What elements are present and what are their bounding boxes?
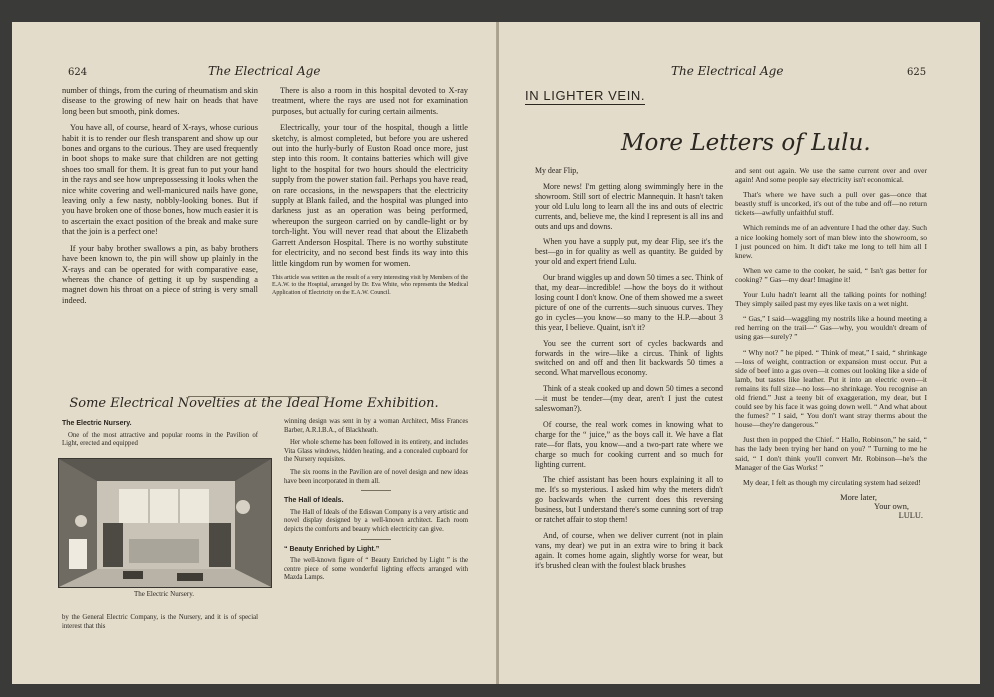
- paragraph: by the General Electric Company, is the Nursery, and it is of special interest that this: [62, 614, 258, 630]
- paragraph: There is also a room in this hospital devoted to X-ray treatment, where the rays are used not for examination purposes, but actually for curing certain ailments.: [272, 86, 468, 116]
- paragraph: You see the current sort of cycles backwards and forwards in the wire—like a circus. Think of lights switched on and off and then lit backwards 50 times a second. What marvellous economy.: [535, 338, 723, 378]
- left-column-2: [272, 86, 468, 297]
- signoff-own: Your own,: [874, 501, 909, 511]
- paragraph: The well-known figure of “ Beauty Enriched by Light ” is the centre piece of some wonderful lighting effects arranged with Mazda Lamps.: [284, 557, 468, 582]
- signoff-name: LULU.: [898, 511, 923, 520]
- paragraph: One of the most attractive and popular rooms in the Pavilion of Light, erected and equipped: [62, 431, 258, 448]
- nursery-intro: [62, 418, 258, 453]
- paragraph: winning design was sent in by a woman Architect, Miss Frances Barber, A.R.I.B.A., of Blackheath.: [284, 418, 468, 434]
- running-head-left: The Electrical Age: [208, 64, 321, 78]
- paragraph: My dear, I felt as though my circulating system had seized!: [743, 477, 921, 487]
- paragraph: When you have a supply put, my dear Flip, see it's the best—go in for quality as well as quantity. Be guided by your old and expert friend Lulu.: [535, 237, 723, 267]
- paragraph: When we came to the cooker, he said, “ Isn't gas better for cooking? ” Gas—my dear! Imagine it!: [735, 265, 927, 284]
- left-column-2b: [284, 418, 468, 587]
- paragraph: The six rooms in the Pavilion are of novel design and new ideas have been incorporated in them all.: [284, 468, 468, 485]
- nursery-continued: [62, 614, 258, 635]
- section-title-novelties: Some Electrical Novelties at the Ideal Home Exhibition.: [69, 396, 439, 411]
- halls-heading: The Hall of Ideals.: [284, 497, 344, 505]
- left-page: [12, 22, 496, 684]
- paragraph: If your baby brother swallows a pin, as baby brothers have been known to, the pin will show up plainly in the X-rays and can be operated for with comparative ease, whereas the chance of getting it up by suspending a magnet down his throat on a piece of string is very small indeed.: [62, 243, 258, 305]
- paragraph: You have all, of course, heard of X-rays, whose curious habit it is to render our flesh transparent and show up our bones and organs to the curious. They are used frequently in boot shops to make sure that children are not getting shoes too small for them. It is great fun to put your hand in the rays and see how unprepossessing it looks when the nice white covering and well-manicured nails have gone, leaving only a few nasty, nobbly-looking bones. But if you have broken one of those bones, how much easier it is to ascertain the exact position of the break and make sure that the join is a perfect one!: [62, 123, 258, 237]
- right-page: [499, 22, 980, 684]
- photo-caption: The Electric Nursery.: [134, 590, 194, 598]
- paragraph: “ Gas,” I said—waggling my nostrils like a hound meeting a red herring on the trail—“ Gas—why, you wouldn't dream of using gas—surely? ”: [735, 314, 927, 342]
- left-column-1: [62, 86, 258, 312]
- author-note: This article was written as the result of a very interesting visit by Members of the E.A.W. to the Hospital, arranged by Dr. Eva White, who represents the Medical Application of Electricity on the E.A.W. Council.: [272, 274, 468, 296]
- article-title: More Letters of Lulu.: [621, 130, 871, 156]
- right-column-2: [735, 166, 927, 520]
- running-head-right: The Electrical Age: [671, 64, 784, 78]
- paragraph: More news! I'm getting along swimmingly here in the showroom. Still sort of electric Mannequin. It hasn't taken your old Lulu long to learn all the ins and outs of electric currents, and, believe me, the kind I represent is all ins and outs and ups and downs.: [535, 181, 723, 231]
- nursery-illustration: [59, 459, 271, 587]
- paragraph: Your Lulu hadn't learnt all the talking points for nothing! They simply sailed past my eyes like taxis on a wet night.: [735, 290, 927, 309]
- beauty-heading: “ Beauty Enriched by Light.”: [284, 545, 380, 553]
- paragraph: Our brand wiggles up and down 50 times a sec. Think of that, my dear—incredible! —how the boys do it without losing count I don't know. One of them showed me a sweet picture of one of the currents—such sinuous curves. They go in cycles—you know—so many to the H.P.—about 3 this year, I believe. Quaint, isn't it?: [535, 273, 723, 332]
- nursery-photo: [58, 458, 272, 588]
- paragraph: Just then in popped the Chief. “ Hallo, Robinson,” he said, “ has the lady been trying her hand on you? ” Turning to me he said, “ I don't think you'll convert Mr. Robinson—he's the Manager of the Gas Works! ”: [735, 435, 927, 472]
- paragraph: and sent out again. We use the same current over and over again! And some people say electricity isn't economical.: [735, 166, 927, 185]
- right-column-1: [535, 166, 723, 577]
- paragraph: Of course, the real work comes in knowing what to charge for the “ juice,” as the boys call it. We have a flat rate—for flats, you know—and a two-part rate where we charge so much for cooking current and so much for lighting current.: [535, 419, 723, 469]
- paragraph: The chief assistant has been hours explaining it all to me. It's so mysterious. I asked him why the meters didn't go backwards when the current does this reversing business, but I understand there's some cunning sort of trap or ratchet affair to stop them!: [535, 475, 723, 525]
- section-label: IN LIGHTER VEIN.: [525, 88, 646, 103]
- paragraph: Think of a steak cooked up and down 50 times a second—it must be tender—(my dear, aren't I just the cutest saleswoman?).: [535, 384, 723, 414]
- paragraph: Electrically, your tour of the hospital, though a little sketchy, is almost completed, but before you are ushered out into the hurly-burly of Euston Road once more, just step into this room. It contains batteries which will give light to the hospital for two hours should the electricity supply from the power station fail. Perhaps you have read, on rare occasions, in the newspapers that the electricity supply at Blank failed, and the hospital was plunged into darkness just as an operation was being performed, whereupon the surgeon carried on by candle-light or by torch-light. You will never read that about the Elizabeth Garrett Anderson Hospital. There is no worthy substitute for electricity, and no second best finds its way into this little kingdom run by women for women.: [272, 123, 468, 268]
- page-number-left: 624: [68, 67, 88, 78]
- nursery-heading: The Electric Nursery.: [62, 420, 132, 427]
- paragraph: Which reminds me of an adventure I had the other day. Such a nice looking homely sort of man blew into the showroom, so I just pounced on him. It did't take me long to tell him all I knew.: [735, 223, 927, 260]
- paragraph: And, of course, when we deliver current (not in plain vans, my dear) we put in an extra wire to bring it back again. It comes home again, slightly worse for wear, but it's brushed clean with the foulest black brushes: [535, 531, 723, 570]
- salutation: My dear Flip,: [535, 166, 579, 175]
- paragraph: “ Why not? ” he piped. “ Think of meat,” I said, “ shrinkage—loss of weight, contraction or expansion must occur. Put a side of beef into a gas oven—it comes out looking like a side of lamb, but tastes like leather. Put it into an electric oven—it remains its full size—no loss—no shrinkage. You recognise an old friend.” Just a teeny bit of exaggeration, my dear, but I could see by his face it was going down well. “ And what about the fumes? ” I said, “ You don't want stray therms about the house—they're dangerous.”: [735, 347, 927, 430]
- divider: [361, 490, 391, 491]
- divider: [361, 539, 391, 540]
- signoff-later: More later,: [840, 492, 877, 502]
- paragraph: Her whole scheme has been followed in its entirety, and includes Vita Glass windows, hidden heating, and a concealed cupboard for the Nursery requisites.: [284, 439, 468, 464]
- page-number-right: 625: [907, 67, 927, 78]
- paragraph: That's where we have such a pull over gas—once that beastly stuff is uncorked, it's out of the tube and off—no return tickets—awfully unfaithful stuff.: [735, 190, 927, 218]
- paragraph: number of things, from the curing of rheumatism and skin disease to the growing of new hair on heads that have long been but smooth, pink domes.: [62, 86, 258, 116]
- paragraph: The Hall of Ideals of the Ediswan Company is a very artistic and novel display designed by a well-known architect. Each room depicts the comforts and beauty which electricity can give.: [284, 508, 468, 533]
